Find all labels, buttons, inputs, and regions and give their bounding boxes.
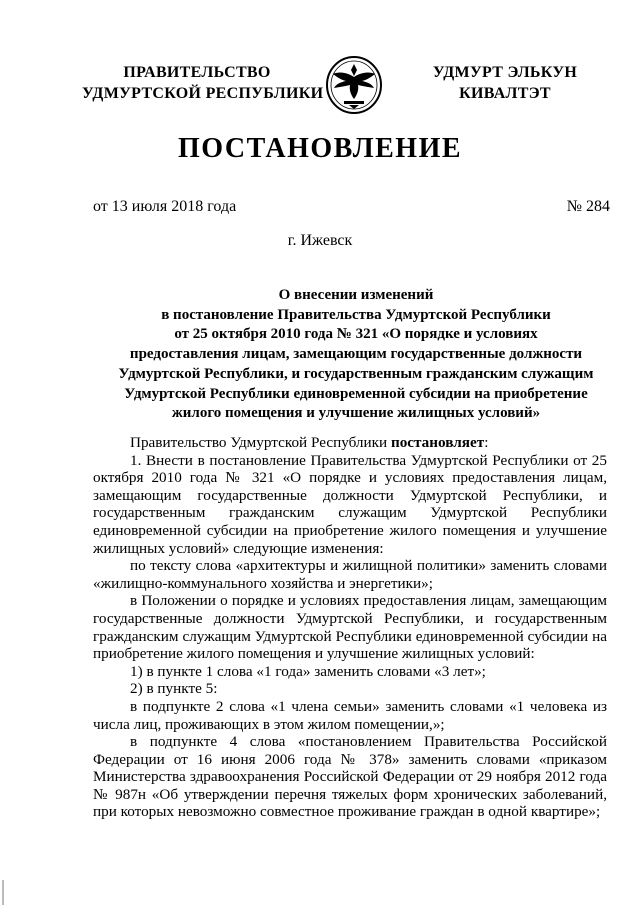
udmurt-coat-of-arms-icon (324, 55, 384, 115)
government-name-line-1: ПРАВИТЕЛЬСТВО (123, 64, 271, 81)
intro-text: Правительство Удмуртской Республики (130, 434, 391, 451)
government-name-line-2: УДМУРТСКОЙ РЕСПУБЛИКИ (82, 85, 324, 102)
document-date: от 13 июля 2018 года (93, 198, 237, 215)
body-paragraph: в подпункте 4 слова «постановлением Правительства Российской Федерации от 16 июня 2006 года № 378» заменить словами «приказом Министерства здравоохранения Российской Федерации от 29 ноября 2012 года № 987н «Об утверждении перечня тяжелых форм хронических заболеваний, при которых невозможно совместное проживание граждан в одной квартире»; (93, 733, 607, 821)
body-paragraph: 1. Внести в постановление Правительства Удмуртской Республики от 25 октября 2010 года № 321 «О порядке и условиях предоставления лицам, замещающим государственные должности Удмуртской Республики, и государственным гражданским служащим Удмуртской Республики единовременной субсидии на приобретение жилого помещения и улучшение жилищных условий» следующие изменения: (93, 451, 607, 557)
body-paragraph: в подпункте 2 слова «1 члена семьи» заменить словами «1 человека из числа лиц, проживающих в этом жилом помещении,»; (93, 697, 607, 733)
government-name-udmurt-line-1: УДМУРТ ЭЛЬКУН (432, 64, 578, 81)
government-name-udmurt-line-2: КИВАЛТЭТ (459, 85, 551, 102)
body-paragraph: 2) в пункте 5: (130, 680, 218, 698)
intro-colon: : (484, 434, 489, 451)
document-type-heading: ПОСТАНОВЛЕНИЕ (177, 133, 463, 164)
document-city: г. Ижевск (287, 232, 353, 249)
title-line: О внесении изменений (278, 287, 434, 303)
body-paragraph: по тексту слова «архитектуры и жилищной политики» заменить словами «жилищно-коммунального хозяйства и энергетики»; (93, 557, 607, 592)
document-title (80, 286, 632, 424)
body-paragraph: в Положении о порядке и условиях предоставления лицам, замещающим государственные должности Удмуртской Республики, и государственным гражданским служащим Удмуртской Республики единовременной субсидии на приобретение жилого помещения и улучшение жилищных условий: (93, 592, 607, 663)
body-paragraph: 1) в пункте 1 слова «1 года» заменить словами «3 лет»; (130, 662, 486, 680)
document-body (93, 434, 607, 821)
title-line: предоставления лицам, замещающим государственные должности (129, 346, 583, 363)
document-number: № 284 (566, 198, 610, 215)
scan-edge-mark (2, 880, 4, 905)
intro-paragraph (93, 434, 607, 452)
title-line: от 25 октября 2010 года № 321 «О порядке и условиях (174, 326, 538, 343)
government-name-udmurt (405, 62, 605, 104)
government-name-russian (82, 62, 324, 104)
title-line: жилого помещения и улучшение жилищных условий» (171, 405, 541, 422)
title-line: Удмуртской Республики единовременной субсидии на приобретение (124, 385, 588, 402)
intro-keyword: постановляет (390, 434, 485, 451)
title-line: Удмуртской Республики, и государственным гражданским служащим (118, 365, 594, 382)
title-line: в постановление Правительства Удмуртской Республики (161, 306, 551, 323)
